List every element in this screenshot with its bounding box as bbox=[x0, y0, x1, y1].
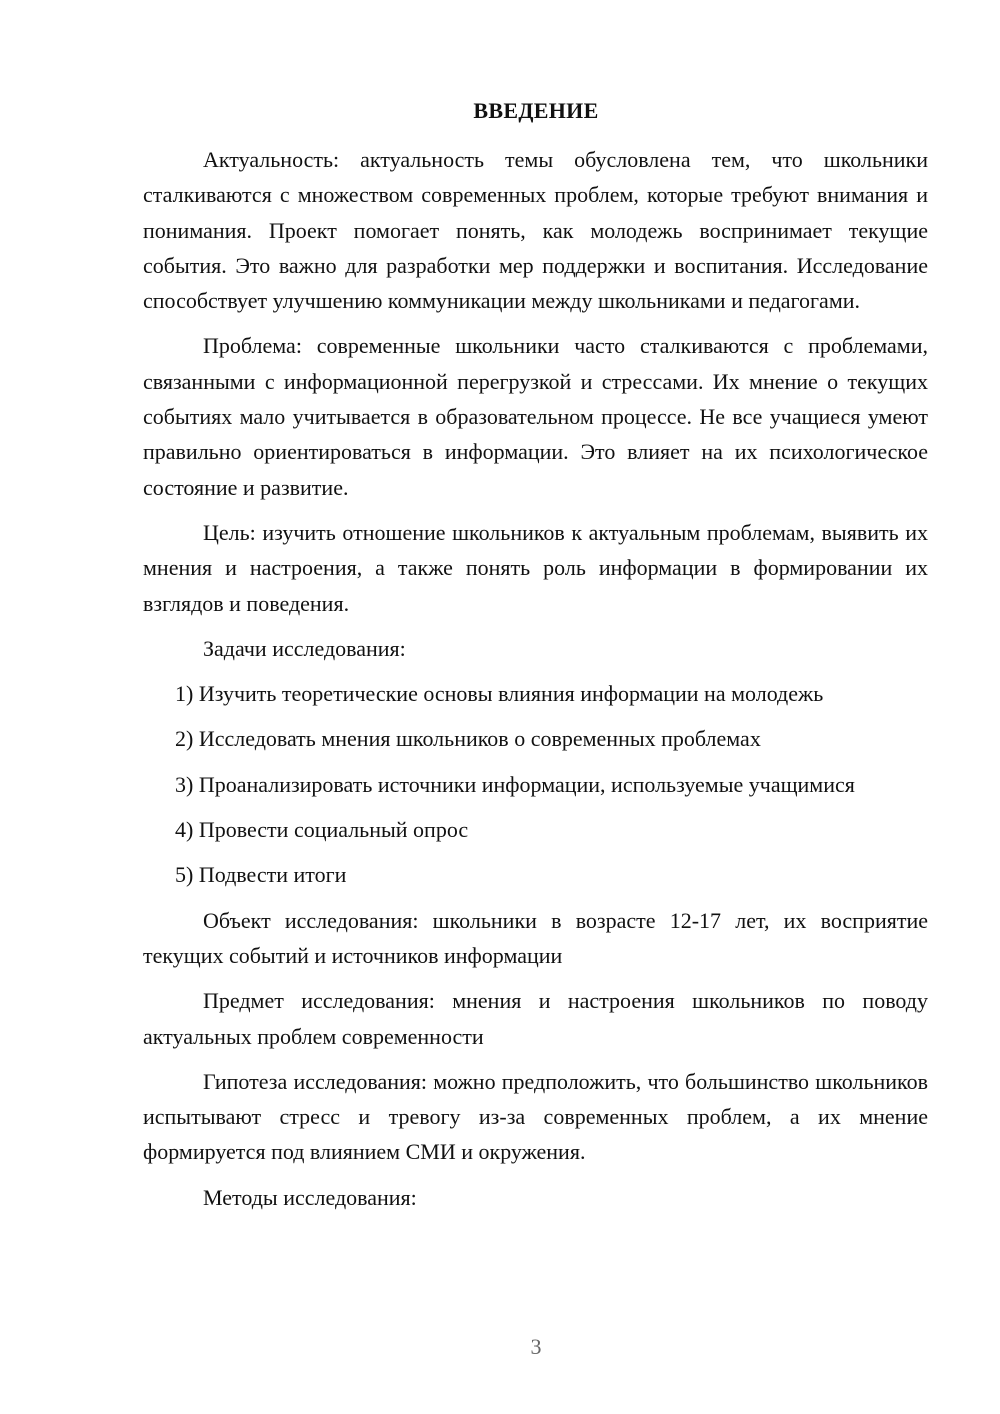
problem-paragraph: Проблема: современные школьники часто сталкиваются с проблемами, связанными с информационной перегрузкой и стрессами. Их мнение о текущих событиях мало учитывается в образовательном процессе. Не все учащиеся умеют правильно ориентироваться в информации. Это влияет на их психологическое состояние и развитие. bbox=[143, 333, 928, 500]
page-number: 3 bbox=[530, 1334, 542, 1359]
body-text bbox=[143, 142, 928, 1225]
section-title: ВВЕДЕНИЕ bbox=[473, 98, 599, 123]
subject-paragraph: Предмет исследования: мнения и настроения школьников по поводу актуальных проблем современности bbox=[143, 988, 928, 1049]
task-item: 2) Исследовать мнения школьников о современных проблемах bbox=[175, 726, 761, 752]
hypothesis-paragraph: Гипотеза исследования: можно предположить, что большинство школьников испытывают стресс и тревогу из-за современных проблем, а их мнение формируется под влиянием СМИ и окружения. bbox=[143, 1068, 928, 1165]
task-item: 4) Провести социальный опрос bbox=[175, 817, 469, 843]
tasks-heading: Задачи исследования: bbox=[203, 635, 406, 661]
object-paragraph: Объект исследования: школьники в возрасте 12-17 лет, их восприятие текущих событий и источников информации bbox=[143, 907, 928, 968]
goal-paragraph: Цель: изучить отношение школьников к актуальным проблемам, выявить их мнения и настроения, а также понять роль информации в формировании их взглядов и поведения. bbox=[143, 519, 928, 616]
task-item: 5) Подвести итоги bbox=[175, 862, 347, 888]
task-item: 1) Изучить теоретические основы влияния информации на молодежь bbox=[175, 681, 824, 707]
relevance-paragraph: Актуальность: актуальность темы обусловлена тем, что школьники сталкиваются с множеством современных проблем, которые требуют внимания и понимания. Проект помогает понять, как молодежь воспринимает текущие события. Это важно для разработки мер поддержки и воспитания. Исследование способствует улучшению коммуникации между школьниками и педагогами. bbox=[143, 147, 928, 314]
task-item: 3) Проанализировать источники информации, используемые учащимися bbox=[175, 771, 855, 797]
methods-heading: Методы исследования: bbox=[203, 1184, 417, 1210]
